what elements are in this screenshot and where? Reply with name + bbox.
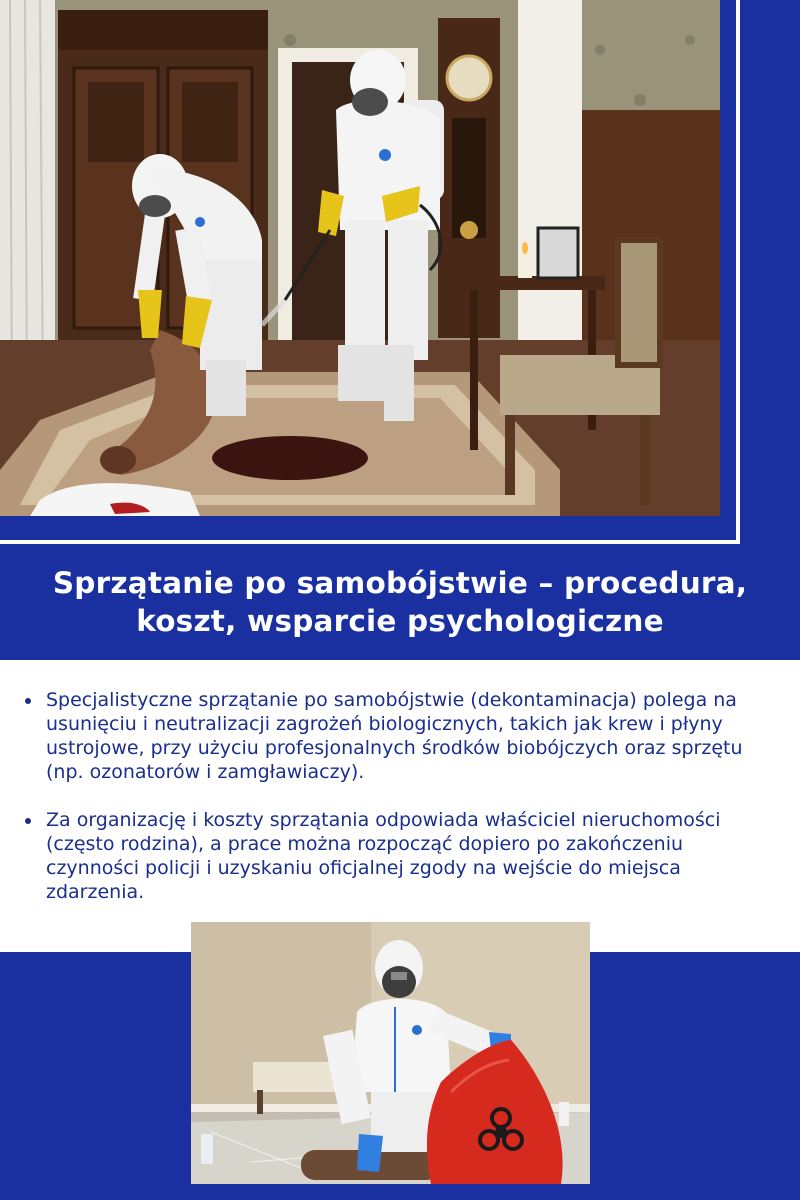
page-title: Sprzątanie po samobójstwie – procedura, koszt, wsparcie psychologiczne <box>52 566 748 638</box>
bullet-icon <box>25 698 31 704</box>
list-item <box>22 808 772 904</box>
top-photo <box>0 0 720 516</box>
frame-line-vertical <box>736 0 740 544</box>
list-item-text: Specjalistyczne sprzątanie po samobójstwie (dekontaminacja) polega na usunięciu i neutralizacji zagrożeń biologicznych, takich jak krew i płyny ustrojowe, przy użyciu profesjonalnych środków biobójczych oraz sprzętu (np. ozonatorów i zamgławiaczy). <box>46 689 743 783</box>
content-section <box>0 660 800 952</box>
bullet-icon <box>25 818 31 824</box>
list-item-text: Za organizację i koszty sprzątania odpowiada właściciel nieruchomości (często rodzina), a prace można rozpocząć dopiero po zakończeniu czynności policji i uzyskaniu oficjalnej zgody na wejście do miejsca zdarzenia. <box>46 809 721 903</box>
bullet-list <box>22 688 772 904</box>
list-item <box>22 688 772 784</box>
bottom-photo <box>191 922 590 1184</box>
title-band <box>0 544 800 660</box>
